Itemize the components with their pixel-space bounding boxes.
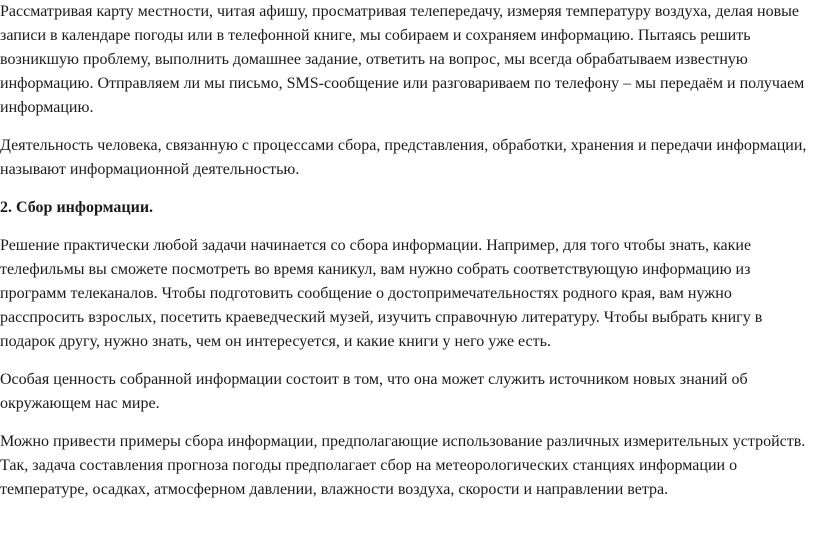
paragraph-gathering-info: Решение практически любой задачи начинается со сбора информации. Например, для того чтобы знать, какие телефильмы вы сможете посмотреть во время каникул, вам нужно собрать соответствующую информацию из программ телеканалов. Чтобы подготовить сообщение о достопримечательностях родного края, вам нужно расспросить взрослых, посетить краеведческий музей, изучить справочную литературу. Чтобы выбрать книгу в подарок другу, нужно знать, чем он интересуется, и какие книги у него уже есть. xyxy=(0,237,763,350)
paragraph-info-activities-examples: Рассматривая карту местности, читая афишу, просматривая телепередачу, измеряя температуру воздуха, делая новые записи в календаре погоды или в телефонной книге, мы собираем и сохраняем информацию. Пытаясь решить возникшую проблему, выполнить домашнее задание, ответить на вопрос, мы всегда обрабатываем известную информацию. Отправляем ли мы письмо, SMS-сообщение или разговариваем по телефону – мы передаём и получаем информацию. xyxy=(0,3,805,116)
paragraph-measuring-devices: Можно привести примеры сбора информации, предполагающие использование различных измерительных устройств. Так, задача составления прогноза погоды предполагает сбор на метеорологических станциях информации о температуре, осадках, атмосферном давлении, влажности воздуха, скорости и направлении ветра. xyxy=(0,433,806,498)
section-heading: 2. Сбор информации. xyxy=(0,199,154,216)
paragraph-value-of-info: Особая ценность собранной информации состоит в том, что она может служить источником новых знаний об окружающем нас мире. xyxy=(0,371,748,412)
paragraph-info-activity-definition: Деятельность человека, связанную с процессами сбора, представления, обработки, хранения и передачи информации, называют информационной деятельностью. xyxy=(0,137,807,178)
